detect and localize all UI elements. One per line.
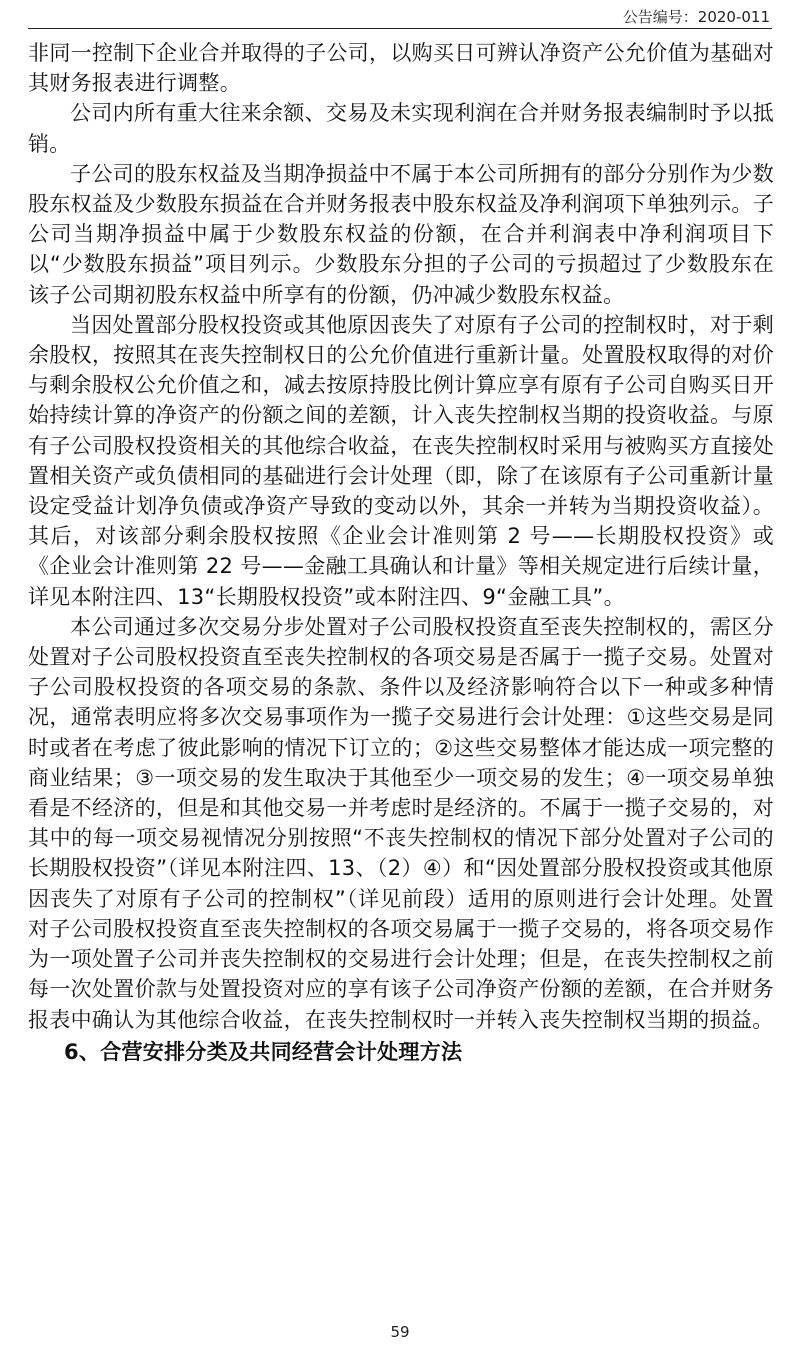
- page-header: [28, 0, 772, 29]
- paragraph-continued: 非同一控制下企业合并取得的子公司，以购买日可辨认净资产公允价值为基础对其财务报表进行调整。: [28, 41, 774, 96]
- announcement-number: 公告编号：2020-011: [622, 8, 770, 26]
- paragraph-stepwise-disposal: 本公司通过多次交易分步处置对子公司股权投资直至丧失控制权的，需区分处置对子公司股权投资直至丧失控制权的各项交易是否属于一揽子交易。处置对子公司股权投资的各项交易的条款、条件以及经济影响符合以下一种或多种情况，通常表明应将多次交易事项作为一揽子交易进行会计处理：①这些交易是同时或者在考虑了彼此影响的情况下订立的；②这些交易整体才能达成一项完整的商业结果；③一项交易的发生取决于其他至少一项交易的发生；④一项交易单独看是不经济的，但是和其他交易一并考虑时是经济的。不属于一揽子交易的，对其中的每一项交易视情况分别按照“不丧失控制权的情况下部分处置对子公司的长期股权投资”（详见本附注四、13、（2）④）和“因处置部分股权投资或其他原因丧失了对原有子公司的控制权”（详见前段）适用的原则进行会计处理。处置对子公司股权投资直至丧失控制权的各项交易属于一揽子交易的，将各项交易作为一项处置子公司并丧失控制权的交易进行会计处理；但是，在丧失控制权之前每一次处置价款与处置投资对应的享有该子公司净资产份额的差额，在合并财务报表中确认为其他综合收益，在丧失控制权时一并转入丧失控制权当期的损益。: [28, 614, 774, 1032]
- paragraph-elimination: 公司内所有重大往来余额、交易及未实现利润在合并财务报表编制时予以抵销。: [28, 101, 774, 156]
- section-heading: 6、合营安排分类及共同经营会计处理方法: [64, 1039, 463, 1064]
- document-body: [28, 38, 774, 1067]
- page-number: 59: [390, 1323, 410, 1341]
- paragraph-loss-of-control: 当因处置部分股权投资或其他原因丧失了对原有子公司的控制权时，对于剩余股权，按照其在丧失控制权日的公允价值进行重新计量。处置股权取得的对价与剩余股权公允价值之和，减去按原持股比例计算应享有原有子公司自购买日开始持续计算的净资产的份额之间的差额，计入丧失控制权当期的投资收益。与原有子公司股权投资相关的其他综合收益，在丧失控制权时采用与被购买方直接处置相关资产或负债相同的基础进行会计处理（即，除了在该原有子公司重新计量设定受益计划净负债或净资产导致的变动以外，其余一并转为当期投资收益）。其后，对该部分剩余股权按照《企业会计准则第 2 号——长期股权投资》或《企业会计准则第 22 号——金融工具确认和计量》等相关规定进行后续计量，详见本附注四、13“长期股权投资”或本附注四、9“金融工具”。: [28, 312, 774, 609]
- paragraph-minority-interest: 子公司的股东权益及当期净损益中不属于本公司所拥有的部分分别作为少数股东权益及少数股东损益在合并财务报表中股东权益及净利润项下单独列示。子公司当期净损益中属于少数股东权益的份额，在合并利润表中净利润项目下以“少数股东损益”项目列示。少数股东分担的子公司的亏损超过了少数股东在该子公司期初股东权益中所享有的份额，仍冲减少数股东权益。: [28, 161, 774, 307]
